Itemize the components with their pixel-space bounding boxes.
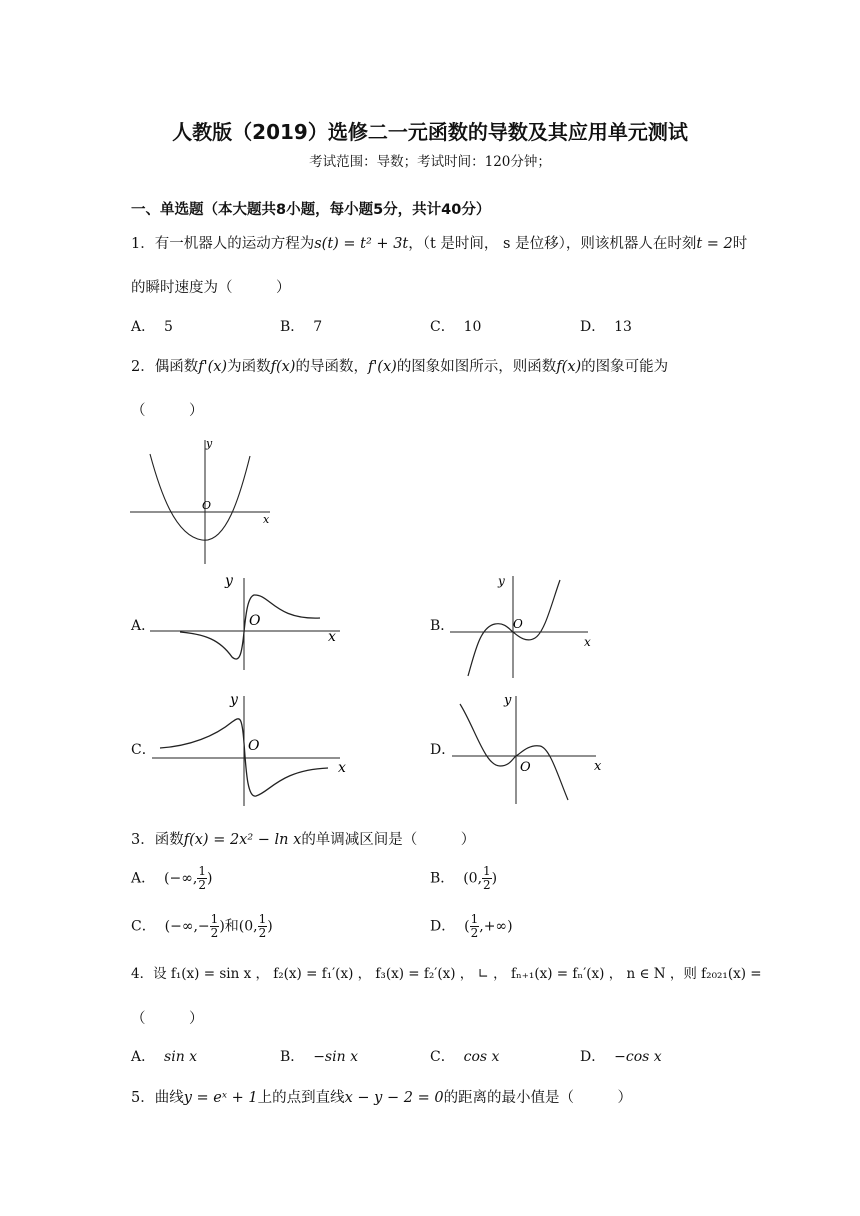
svg-text:x: x [594, 759, 602, 774]
option-a-graph [150, 572, 350, 672]
question-number: 3． [131, 832, 155, 848]
formula: t = 2 [696, 236, 733, 252]
origin-label: O [202, 499, 212, 512]
question-number: 1． [131, 236, 155, 252]
option-d-graph [450, 688, 610, 808]
q2-option-d: D． [430, 742, 456, 758]
section-heading: 一、单选题（本大题共8小题，每小题5分，共计40分） [131, 202, 491, 218]
q2-option-c: C． [131, 742, 156, 758]
svg-text:x: x [328, 629, 336, 645]
svg-text:O: O [520, 760, 531, 775]
svg-text:O: O [249, 613, 261, 629]
q1-option-b: B． 7 [280, 319, 323, 335]
question-1-line2: 的瞬时速度为（ ） [131, 280, 291, 296]
question-2-line1: 2．偶函数f'(x)为函数f(x)的导函数，f'(x)的图象如图所示，则函数f(x)的图象可能为 [131, 359, 669, 375]
question-text: 有一机器人的运动方程为 [154, 236, 315, 252]
question-text: ，（t 是时间， s 是位移），则该机器人在时刻 [408, 236, 697, 252]
option-b-graph [450, 572, 600, 682]
svg-text:O: O [513, 617, 523, 631]
svg-text:O: O [248, 738, 260, 754]
q3-option-d: D． ( $\frac{1}{2}$ ,+∞) [430, 912, 513, 940]
question-number: 2． [131, 359, 155, 375]
question-4-line2: （ ） [131, 1011, 204, 1027]
formula: f(x) = 2x² − ln x [183, 832, 302, 848]
q4-option-d: D． −cos x [580, 1049, 662, 1065]
q4-option-b: B． −sin x [280, 1049, 358, 1065]
svg-text:x: x [584, 635, 591, 649]
question-number: 4． [131, 966, 154, 982]
formula: x − y − 2 = 0 [344, 1090, 444, 1106]
question-1-line1 [131, 232, 747, 253]
q3-option-b: B． (0, $\frac{1}{2}$ ) [430, 864, 498, 892]
q1-option-d: D． 13 [580, 319, 632, 335]
derivative-graph [130, 436, 280, 566]
q2-option-b: B． [430, 618, 455, 634]
q1-option-a: A． 5 [131, 319, 173, 335]
formula: y = eˣ + 1 [183, 1090, 258, 1106]
svg-text:x: x [338, 760, 346, 776]
q4-option-c: C． cos x [430, 1049, 500, 1065]
question-4-line1: 4．设 f₁(x) = sin x ， f₂(x) = f₁′(x) ， f₃(x) = f₂′(x) ， ∟ ， fₙ₊₁(x) = fₙ′(x) ， n ∈ N ，则 f₂₀₂₁(x) = [131, 966, 762, 982]
svg-text:y: y [498, 574, 505, 588]
question-5: 5．曲线y = eˣ + 1上的点到直线x − y − 2 = 0的距离的最小值是（ ） [131, 1090, 633, 1106]
question-2-line2: （ ） [131, 403, 204, 419]
q2-option-a: A． [131, 618, 156, 634]
q1-option-c: C． 10 [430, 319, 482, 335]
y-axis-label: y [206, 437, 213, 450]
q3-option-c: C． (−∞,− $\frac{1}{2}$ )和(0, $\frac{1}{2}$ ) [131, 912, 273, 940]
q3-option-a: A． (−∞, $\frac{1}{2}$ ) [131, 864, 213, 892]
q4-option-a: A． sin x [131, 1049, 198, 1065]
question-text: 时 [732, 236, 748, 252]
x-axis-label: x [263, 513, 270, 526]
question-3: 3．函数f(x) = 2x² − ln x的单调减区间是（ ） [131, 832, 476, 848]
option-c-graph [150, 688, 360, 808]
svg-text:y: y [230, 692, 238, 708]
question-number: 5． [131, 1090, 155, 1106]
exam-info: 考试范围：导数；考试时间：120分钟； [309, 154, 551, 170]
svg-text:y: y [504, 693, 512, 708]
page-title: 人教版（2019）选修二一元函数的导数及其应用单元测试 [172, 120, 688, 144]
formula: s(t) = t² + 3t [314, 236, 409, 252]
svg-text:y: y [225, 573, 233, 589]
